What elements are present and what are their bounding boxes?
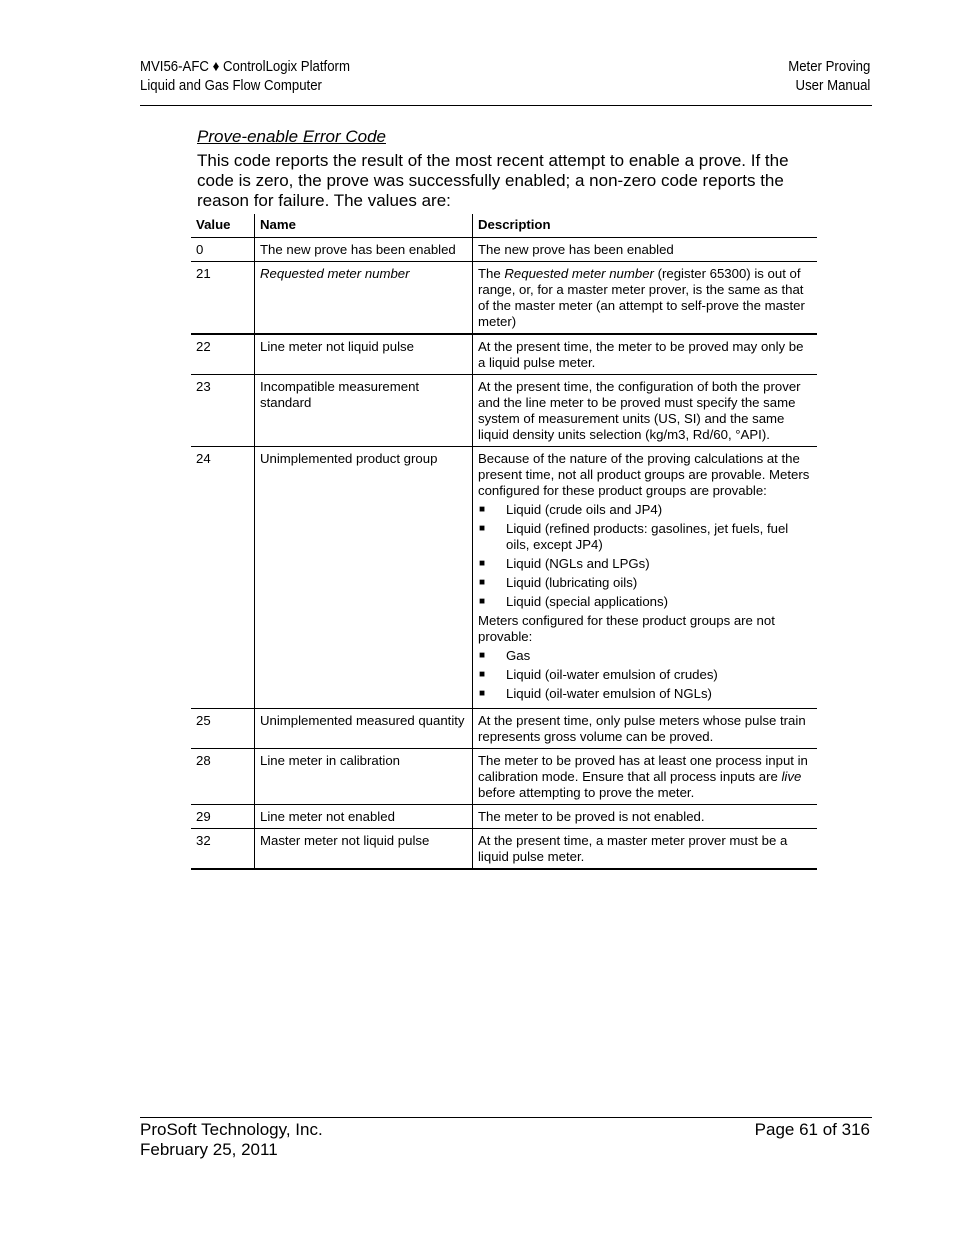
section-title: Prove-enable Error Code: [197, 127, 386, 146]
table-header-row: [191, 214, 817, 238]
list-item-text: Liquid (special applications): [506, 594, 669, 609]
code-description: At the present time, only pulse meters whose pulse train represents gross volume can be proved.: [473, 709, 818, 749]
bullet-icon: ■: [479, 688, 486, 699]
list-item: [478, 667, 812, 683]
page-header-left: [140, 57, 350, 95]
list-item: [478, 686, 812, 702]
footer-date: February 25, 2011: [140, 1140, 278, 1159]
table-row: [191, 829, 817, 870]
desc-text: before attempting to prove the meter.: [478, 785, 695, 800]
code-name: The new prove has been enabled: [255, 238, 473, 262]
header-manual-type: User Manual: [795, 77, 870, 94]
code-name: Line meter not enabled: [255, 805, 473, 829]
code-value: 28: [191, 749, 255, 805]
code-name: Unimplemented product group: [255, 447, 473, 709]
code-description: At the present time, the meter to be proved may only be a liquid pulse meter.: [473, 334, 818, 375]
list-item-text: Liquid (lubricating oils): [506, 575, 638, 590]
table-row: [191, 805, 817, 829]
bullet-icon: ■: [479, 577, 486, 588]
col-header-name: Name: [255, 214, 473, 238]
code-description: The meter to be proved is not enabled.: [473, 805, 818, 829]
desc-text: The: [478, 266, 505, 281]
footer-rule: [140, 1117, 872, 1118]
code-name: Master meter not liquid pulse: [255, 829, 473, 870]
bullet-icon: ■: [479, 650, 486, 661]
header-product-subtitle: Liquid and Gas Flow Computer: [140, 77, 322, 94]
code-name: Line meter in calibration: [255, 749, 473, 805]
code-name: Unimplemented measured quantity: [255, 709, 473, 749]
code-value: 23: [191, 375, 255, 447]
desc-emphasis: Requested meter number: [504, 266, 654, 281]
list-item: [478, 594, 812, 610]
not-provable-groups-list: [478, 648, 812, 702]
table-row: [191, 447, 817, 709]
col-header-description: Description: [473, 214, 818, 238]
table-row: [191, 709, 817, 749]
code-description: At the present time, the configuration of both the prover and the line meter to be proved must specify the same system of measurement units (US, SI) and the same liquid density units selection (kg/m3, Rd/60, °API).: [473, 375, 818, 447]
desc-text: Because of the nature of the proving calculations at the present time, not all product groups are provable. Meters configured for these product groups are provable:: [478, 451, 810, 498]
provable-groups-list: [478, 502, 812, 610]
table-row: [191, 262, 817, 335]
list-item-text: Liquid (NGLs and LPGs): [506, 556, 650, 571]
code-name: [255, 262, 473, 335]
header-chapter: Meter Proving: [787, 58, 870, 75]
code-name: Line meter not liquid pulse: [255, 334, 473, 375]
bullet-icon: ■: [479, 504, 486, 515]
page-header-right: [788, 57, 870, 95]
bullet-icon: ■: [479, 596, 486, 607]
page-footer-left: [140, 1120, 323, 1160]
code-description: [473, 262, 818, 335]
list-item: [478, 575, 812, 591]
list-item-text: Liquid (oil-water emulsion of NGLs): [506, 686, 712, 701]
code-description: At the present time, a master meter prover must be a liquid pulse meter.: [473, 829, 818, 870]
header-rule: [140, 105, 872, 106]
table-row: [191, 334, 817, 375]
col-header-value: Value: [191, 214, 255, 238]
code-description: [473, 749, 818, 805]
code-description: [473, 447, 818, 709]
list-item-text: Liquid (refined products: gasolines, jet fuels, fuel oils, except JP4): [506, 521, 789, 552]
code-name: Incompatible measurement standard: [255, 375, 473, 447]
bullet-icon: ■: [479, 669, 486, 680]
list-item-text: Liquid (oil-water emulsion of crudes): [506, 667, 718, 682]
list-item-text: Gas: [506, 648, 531, 663]
footer-company: ProSoft Technology, Inc.: [140, 1120, 323, 1139]
header-product-title: MVI56-AFC ♦ ControlLogix Platform: [140, 58, 350, 75]
desc-text: Meters configured for these product groups are not provable:: [478, 613, 775, 644]
list-item-text: Liquid (crude oils and JP4): [506, 502, 663, 517]
table-row: [191, 749, 817, 805]
list-item: [478, 502, 812, 518]
list-item: [478, 521, 812, 553]
code-description: The new prove has been enabled: [473, 238, 818, 262]
code-value: 21: [191, 262, 255, 335]
section-intro: This code reports the result of the most recent attempt to enable a prove. If the code is zero, the prove was successfully enabled; a non-zero code reports the reason for failure. The values are:: [197, 151, 789, 210]
code-value: 24: [191, 447, 255, 709]
desc-text: (register 65300) is out of range, or, for a master meter prover, is the same as that of the master meter (an attempt to self-prove the master meter): [478, 266, 805, 329]
desc-text: The meter to be proved has at least one process input in calibration mode. Ensure that all process inputs are: [478, 753, 808, 784]
page-number: Page 61 of 316: [754, 1120, 870, 1139]
bullet-icon: ■: [479, 523, 486, 534]
table-row: [191, 375, 817, 447]
page-footer-right: [755, 1120, 870, 1140]
code-value: 29: [191, 805, 255, 829]
list-item: [478, 556, 812, 572]
error-code-table: [191, 214, 817, 870]
code-value: 0: [191, 238, 255, 262]
bullet-icon: ■: [479, 558, 486, 569]
desc-emphasis: live: [781, 769, 802, 784]
code-value: 32: [191, 829, 255, 870]
code-name-italic: Requested meter number: [260, 266, 410, 281]
list-item: [478, 648, 812, 664]
code-value: 25: [191, 709, 255, 749]
table-row: [191, 238, 817, 262]
code-value: 22: [191, 334, 255, 375]
